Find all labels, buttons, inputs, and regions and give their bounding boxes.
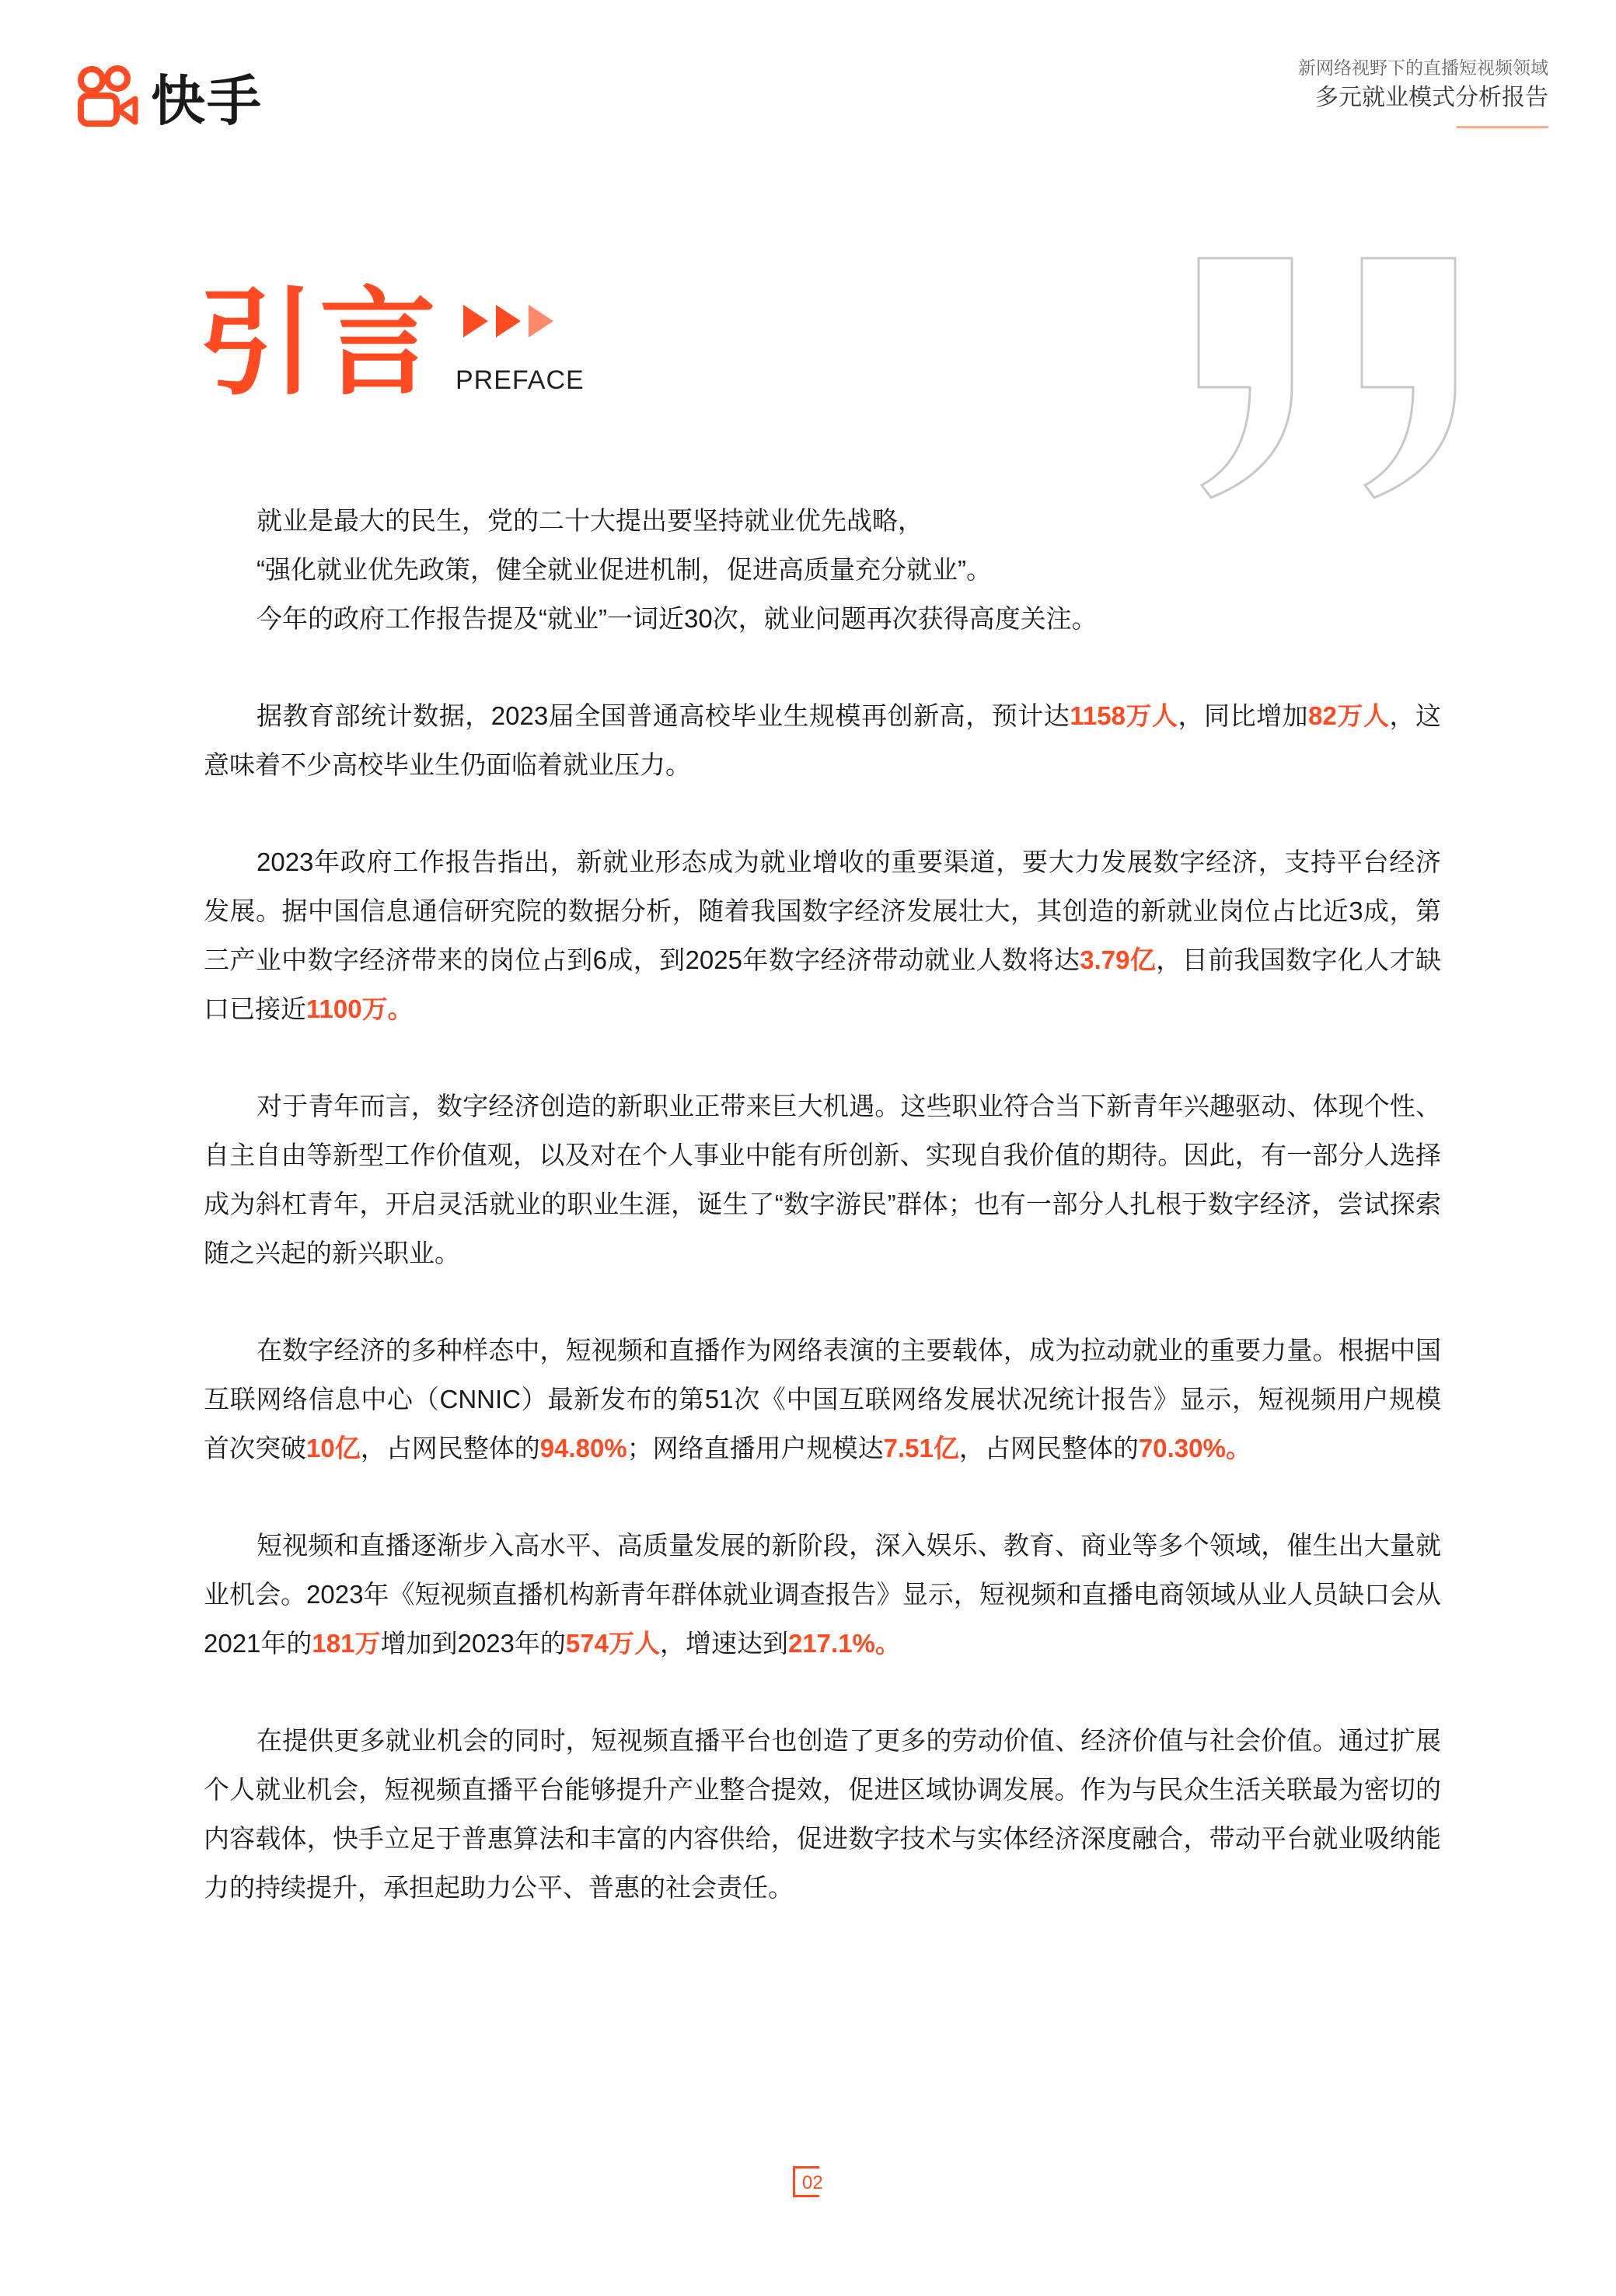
page-number — [793, 2166, 827, 2200]
text-run: 据教育部统计数据，2023届全国普通高校毕业生规模再创新高，预计达 — [257, 701, 1070, 730]
text-run: 短视频和直播逐渐步入高水平、高质量发展的新阶段，深入娱乐、教育、商业等多个领域，催生出大量就业机会。2023年《短视频直播机构新青年群体就业调查报告》显示，短视频和直播电商领域从业人员缺口会从2021年的 — [204, 1531, 1441, 1658]
highlight-value: 574万人 — [565, 1629, 660, 1658]
report-title — [1298, 54, 1548, 115]
brand-logo — [75, 58, 263, 136]
highlight-value: 1100万。 — [306, 994, 414, 1023]
triple-arrow-icon — [460, 300, 561, 342]
text-run: ；网络直播用户规模达 — [627, 1434, 884, 1463]
page-number-text: 02 — [802, 2172, 823, 2193]
text-run: ，这意味着不少高校毕业生仍面临着就业压力。 — [204, 701, 1441, 779]
text-run: ，占网民整体的 — [958, 1434, 1139, 1463]
header-rule — [1457, 126, 1548, 128]
body-text — [204, 496, 1441, 1960]
paragraph-platform-value: 在提供更多就业机会的同时，短视频直播平台也创造了更多的劳动价值、经济价值与社会价值。通过扩展个人就业机会，短视频直播平台能够提升产业整合提效，促进区域协调发展。作为与民众生活关联最为密切的内容载体，快手立足于普惠算法和丰富的内容供给，促进数字技术与实体经济深度融合，带动平台就业吸纳能力的持续提升，承担起助力公平、普惠的社会责任。 — [204, 1726, 1441, 1902]
text-run: ，占网民整体的 — [360, 1434, 540, 1463]
paragraph-graduates — [204, 691, 1441, 789]
paragraph-short-video — [204, 1326, 1441, 1473]
highlight-value: 181万 — [312, 1629, 381, 1658]
text-run: ，目前我国数字化人才缺口已接近 — [204, 945, 1441, 1023]
text-run: 增加到2023年的 — [380, 1629, 566, 1658]
text-run: 2023年政府工作报告指出，新就业形态成为就业增收的重要渠道，要大力发展数字经济，支持平台经济发展。据中国信息通信研究院的数据分析，随着我国数字经济发展壮大，其创造的新就业岗位占比近3成，第三产业中数字经济带来的岗位占到6成，到2025年数字经济带动就业人数将达 — [204, 847, 1441, 974]
intro-line: “强化就业优先政策，健全就业促进机制，促进高质量充分就业”。 — [257, 555, 992, 584]
section-title: 引言 — [198, 278, 442, 408]
highlight-value: 82万人 — [1308, 701, 1390, 730]
paragraph-digital-economy — [204, 837, 1441, 1033]
paragraph-live-streaming — [204, 1521, 1441, 1668]
text-run: ，增速达到 — [659, 1629, 788, 1658]
kuaishou-logo-icon — [75, 65, 140, 130]
highlight-value: 70.30%。 — [1138, 1434, 1251, 1463]
paragraph-youth: 对于青年而言，数字经济创造的新职业正带来巨大机遇。这些职业符合当下新青年兴趣驱动、体现个性、自主自由等新型工作价值观，以及对在个人事业中能有所创新、实现自我价值的期待。因此，有一部分人选择成为斜杠青年，开启灵活就业的职业生涯，诞生了“数字游民”群体；也有一部分人扎根于数字经济，尝试探索随之兴起的新兴职业。 — [204, 1092, 1441, 1267]
brand-name: 快手 — [151, 71, 263, 131]
quote-mark-icon — [1195, 255, 1463, 501]
text-run: 在数字经济的多种样态中，短视频和直播作为网络表演的主要载体，成为拉动就业的重要力量。根据中国互联网络信息中心（CNNIC）最新发布的第51次《中国互联网络发展状况统计报告》显示，短视频用户规模首次突破 — [204, 1336, 1441, 1463]
intro-line: 就业是最大的民生，党的二十大提出要坚持就业优先战略， — [257, 506, 923, 535]
intro-paragraph — [204, 496, 1441, 643]
highlight-value: 1158万人 — [1070, 701, 1178, 730]
report-title-line2: 多元就业模式分析报告 — [1315, 85, 1548, 110]
highlight-value: 7.51亿 — [883, 1434, 959, 1463]
text-run: ，同比增加 — [1178, 701, 1309, 730]
report-title-line1: 新网络视野下的直播短视频领域 — [1298, 58, 1548, 78]
intro-line: 今年的政府工作报告提及“就业”一词近30次，就业问题再次获得高度关注。 — [257, 604, 1098, 633]
highlight-value: 94.80% — [539, 1434, 627, 1463]
highlight-value: 217.1%。 — [787, 1629, 901, 1658]
section-subtitle: PREFACE — [455, 365, 585, 395]
highlight-value: 10亿 — [306, 1434, 361, 1463]
highlight-value: 3.79亿 — [1080, 945, 1157, 974]
